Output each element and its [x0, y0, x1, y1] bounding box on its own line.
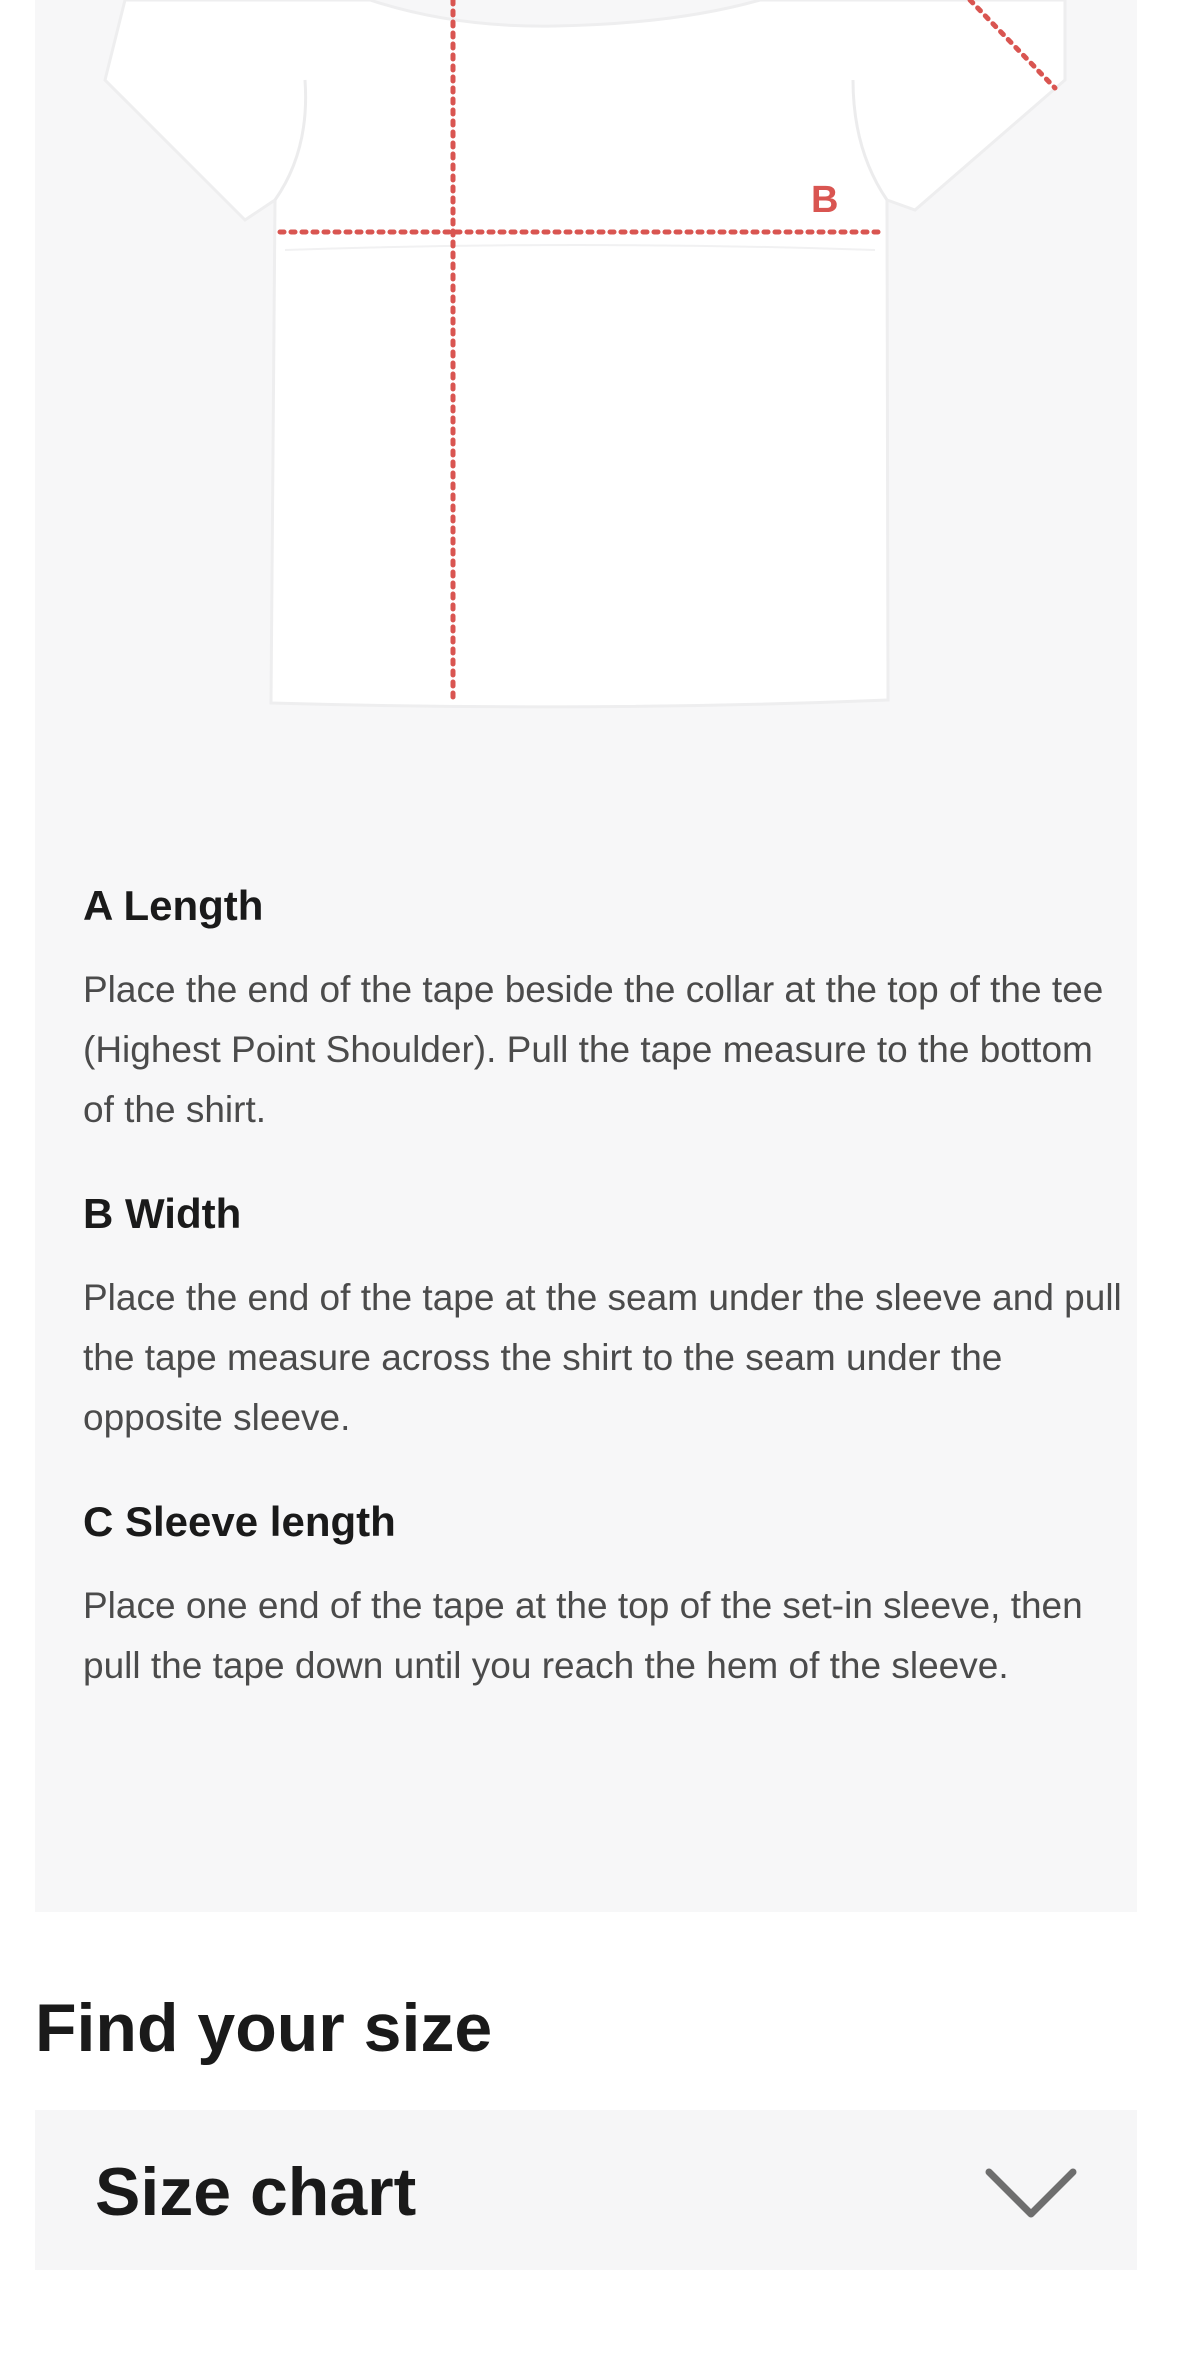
measure-sleeve-title: C Sleeve length [83, 1498, 396, 1545]
measure-length-title: A Length [83, 882, 264, 929]
tshirt-diagram [35, 0, 1137, 760]
chevron-down-icon[interactable] [983, 2164, 1079, 2224]
size-chart-accordion[interactable] [35, 2110, 1137, 2270]
size-chart-label: Size chart [95, 2154, 417, 2230]
measure-length [83, 880, 1123, 1140]
measure-sleeve-description: Place one end of the tape at the top of the set-in sleeve, then pull the tape down until you reach the hem of the sleeve. [83, 1585, 1083, 1686]
width-label-b: B [811, 179, 839, 221]
find-your-size-heading: Find your size [35, 1990, 493, 2066]
measure-width [83, 1188, 1123, 1448]
measure-width-title: B Width [83, 1190, 242, 1237]
measurement-instructions [83, 880, 1123, 1744]
tshirt-measurement-figure [35, 0, 1137, 760]
measure-length-description: Place the end of the tape beside the collar at the top of the tee (Highest Point Shoulder). Pull the tape measure to the bottom of the shirt. [83, 969, 1104, 1130]
measure-sleeve [83, 1496, 1123, 1696]
measurement-guide-card [35, 0, 1137, 1912]
tshirt-shape [105, 0, 1065, 707]
measure-width-description: Place the end of the tape at the seam under the sleeve and pull the tape measure across the shirt to the seam under the opposite sleeve. [83, 1277, 1122, 1438]
